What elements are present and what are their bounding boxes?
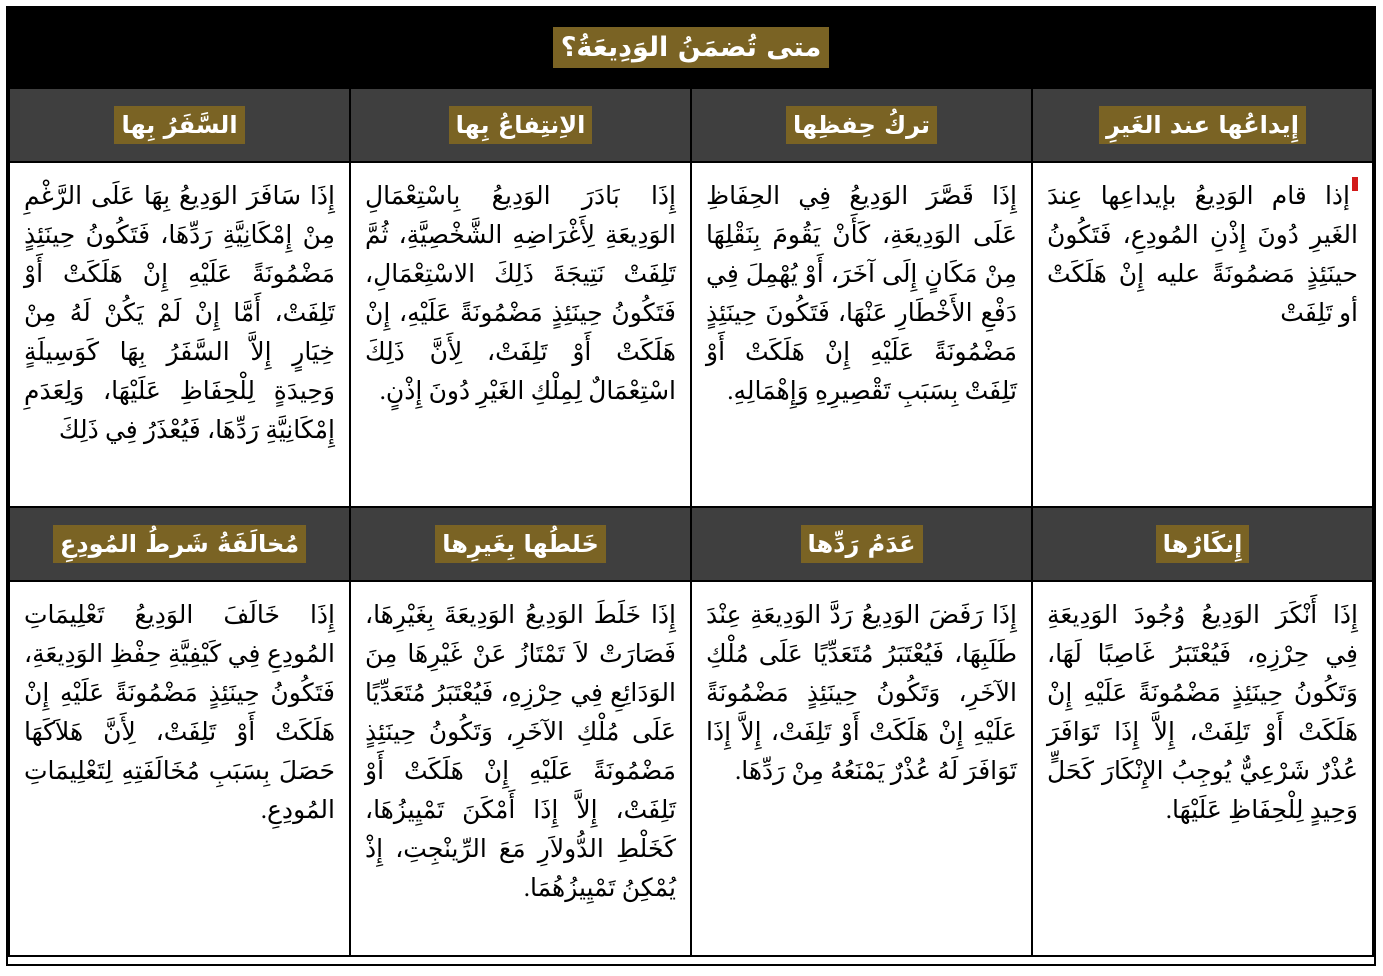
heading-cell-use bbox=[350, 88, 691, 162]
conditions-grid bbox=[8, 87, 1374, 957]
heading-cell-violation bbox=[9, 507, 350, 581]
body-cell-violation[interactable] bbox=[9, 581, 350, 956]
heading-cell-neglect bbox=[691, 88, 1032, 162]
body-cell-mixing[interactable] bbox=[350, 581, 691, 956]
text-deposit-with-other-content: إذا قام الوَدِيعُ بإيداعِها عِندَ الغَيرِ دُونَ إِذْنِ المُودِعِ، فَتَكُونُ حينَئِذٍ مَضمُونَةً عليه إِنْ هَلَكَتْ أو تَلِفَتْ bbox=[1047, 183, 1358, 327]
heading-row-2 bbox=[9, 507, 1373, 581]
text-mixing: إِذَا خَلَطَ الوَدِيعُ الوَدِيعَةَ بِغَيْرِهَا، فَصَارَتْ لاَ تَمْتَازُ عَنْ غَيْرِهَا مِنَ الوَدَائِعِ فِي حِرْزِهِ، فَيُعْتَبَرُ مُتَعَدِّيًا عَلَى مُلْكِ الآخَرِ، وَتَكُونُ حِينَئِذٍ مَضْمُونَةً عَلَيْهِ إِنْ هَلَكَتْ أَوْ تَلِفَتْ، إِلاَّ إِذَا أَمْكَنَ تَمْيِيزُهَا، كَخَلْطِ الدُّولاَرِ مَعَ الرِّينْجِتِ، إِذْ يُمْكِنُ تَمْيِيزُهُمَا. bbox=[365, 602, 676, 902]
heading-deposit-with-other: إِيداعُها عند الغَيرِ bbox=[1099, 106, 1306, 144]
heading-neglect: تركُ حِفظِها bbox=[786, 106, 937, 144]
text-travel: إِذَا سَافَرَ الوَدِيعُ بِهَا عَلَى الرَّغْمِ مِنْ إِمْكَانِيَّةِ رَدِّهَا، فَتَكُونُ حِينَئِذٍ مَضْمُونَةً عَلَيْهِ إِنْ هَلَكَتْ أَوْ تَلِفَتْ، أَمَّا إِنْ لَمْ يَكُنْ لَهُ مِنْ خِيَارٍ إِلاَّ السَّفَرُ بِهَا كَوَسِيلَةٍ وَحِيدَةٍ لِلْحِفَاظِ عَلَيْهَا، وَلِعَدَمِ إِمْكَانِيَّةِ رَدِّهَا، فَيُعْذَرُ فِي ذَلِكَ bbox=[24, 183, 335, 444]
body-cell-deposit-with-other[interactable] bbox=[1032, 162, 1373, 507]
text-violation: إِذَا خَالَفَ الوَدِيعُ تَعْلِيمَاتِ المُودِعِ فِي كَيْفِيَّةِ حِفْظِ الوَدِيعَةِ، فَتَكُونُ حِينَئِذٍ مَضْمُونَةً عَلَيْهِ إِنْ هَلَكَتْ أَوْ تَلِفَتْ، لِأَنَّ هَلاَكَهَا حَصَلَ بِسَبَبِ مُخَالَفَتِهِ لِتَعْلِيمَاتِ المُودِعِ. bbox=[24, 602, 335, 824]
text-deposit-with-other bbox=[1047, 177, 1358, 333]
body-row-1 bbox=[9, 162, 1373, 507]
heading-use: الاِنتِفاعُ بِها bbox=[449, 106, 593, 144]
body-cell-use[interactable] bbox=[350, 162, 691, 507]
text-use: إِذَا بَادَرَ الوَدِيعُ بِاسْتِعْمَالِ الوَدِيعَةِ لِأَغْرَاضِهِ الشَّخْصِيَّةِ، ثُمَّ تَلِفَتْ نَتِيجَةَ ذَلِكَ الاسْتِعْمَالِ، فَتَكُونُ حِينَئِذٍ مَضْمُونَةً عَلَيْهِ، إِنْ هَلَكَتْ أَوْ تَلِفَتْ، لِأَنَّ ذَلِكَ اسْتِعْمَالٌ لِمِلْكِ الغَيْرِ دُونَ إِذْنٍ. bbox=[365, 183, 676, 405]
body-cell-non-return[interactable] bbox=[691, 581, 1032, 956]
heading-travel: السَّفَرُ بِها bbox=[114, 106, 244, 144]
heading-cell-non-return bbox=[691, 507, 1032, 581]
heading-mixing: خَلطُها بِغَيرِها bbox=[435, 525, 606, 563]
heading-cell-travel bbox=[9, 88, 350, 162]
text-denial: إِذَا أَنْكَرَ الوَدِيعُ وُجُودَ الوَدِيعَةِ فِي حِرْزِهِ، فَيُعْتَبَرُ غَاصِبًا لَهَا، وَتَكُونُ حِينَئِذٍ مَضْمُونَةً عَلَيْهِ إِنْ هَلَكَتْ أَوْ تَلِفَتْ، إِلاَّ إِذَا تَوَافَرَ عُذْرٌ شَرْعِيٌّ يُوجِبُ الإِنْكَارَ كَحَلٍّ وَحِيدٍ لِلْحِفَاظِ عَلَيْهَا. bbox=[1047, 602, 1358, 824]
heading-cell-denial bbox=[1032, 507, 1373, 581]
heading-cell-mixing bbox=[350, 507, 691, 581]
body-cell-neglect[interactable] bbox=[691, 162, 1032, 507]
text-non-return: إِذَا رَفَضَ الوَدِيعُ رَدَّ الوَدِيعَةِ عِنْدَ طَلَبِهَا، فَيُعْتَبَرُ مُتَعَدِّيًا عَلَى مُلْكِ الآخَرِ، وَتَكُونُ حِينَئِذٍ مَضْمُونَةً عَلَيْهِ إِنْ هَلَكَتْ أَوْ تَلِفَتْ، إِلاَّ إِذَا تَوَافَرَ لَهُ عُذْرٌ يَمْنَعُهُ مِنْ رَدِّهَا. bbox=[706, 602, 1017, 785]
heading-violation: مُخالَفَةُ شَرطُ المُودِعِ bbox=[53, 525, 306, 563]
heading-non-return: عَدَمُ رَدِّها bbox=[801, 525, 923, 563]
text-neglect: إِذَا قَصَّرَ الوَدِيعُ فِي الحِفَاظِ عَلَى الوَدِيعَةِ، كَأَنْ يَقُومَ بِنَقْلِهَا مِنْ مَكَانٍ إِلَى آخَرَ، أَوْ يُهْمِلَ فِي دَفْعِ الأَخْطَارِ عَنْهَا، فَتَكُونَ حِينَئِذٍ مَضْمُونَةً عَلَيْهِ إِنْ هَلَكَتْ أَوْ تَلِفَتْ بِسَبَبِ تَقْصِيرِهِ وَإِهْمَالِهِ. bbox=[706, 183, 1017, 405]
heading-cell-deposit-with-other bbox=[1032, 88, 1373, 162]
text-cursor-marker bbox=[1352, 177, 1358, 191]
heading-denial: إِنكَارُها bbox=[1156, 525, 1250, 563]
title-bar bbox=[8, 8, 1374, 87]
page-title: متى تُضمَنُ الوَدِيعَةُ؟ bbox=[553, 27, 830, 69]
body-cell-denial[interactable] bbox=[1032, 581, 1373, 956]
body-cell-travel[interactable] bbox=[9, 162, 350, 507]
heading-row-1 bbox=[9, 88, 1373, 162]
infographic-table bbox=[6, 6, 1376, 966]
body-row-2 bbox=[9, 581, 1373, 956]
